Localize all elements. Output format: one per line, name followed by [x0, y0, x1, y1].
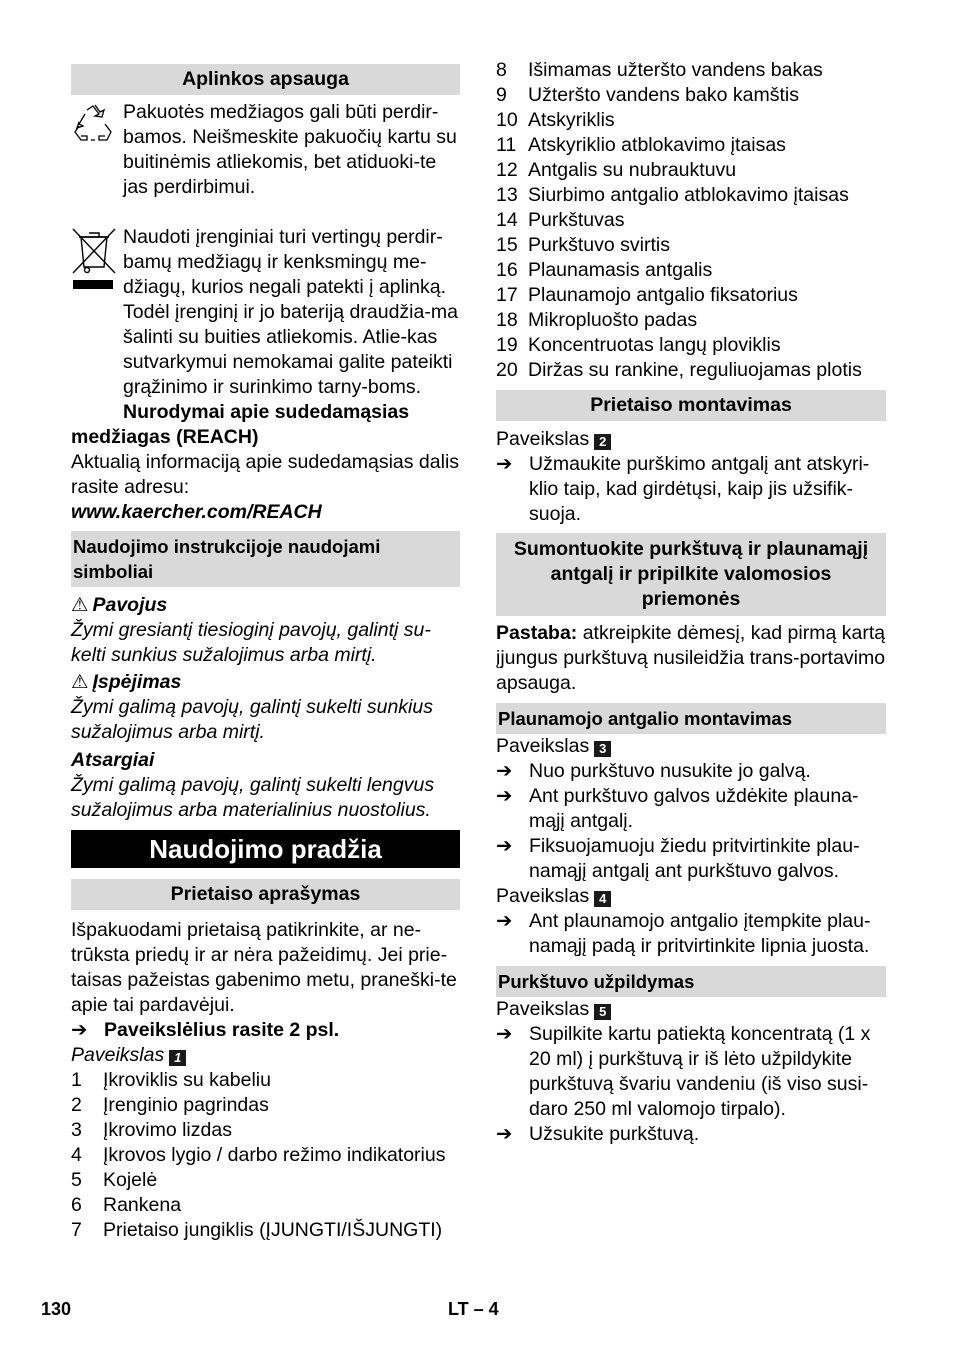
figure-number-badge: 2 — [594, 434, 611, 450]
symbols-heading: Naudojimo instrukcijoje naudojami simboliai — [71, 531, 460, 587]
warning-triangle-icon: ⚠ — [71, 671, 89, 693]
recycling-paragraph — [71, 100, 460, 200]
left-column — [71, 58, 460, 1243]
list-item: 20 Diržas su rankine, reguliuojamas plotis — [496, 359, 862, 381]
parts-list-right — [496, 58, 886, 383]
figure-ref: Paveikslas 5 — [496, 997, 886, 1022]
figure-number-badge: 4 — [594, 891, 611, 907]
disposal-text: Naudoti įrenginiai turi vertingų perdir-bamų medžiagų ir kenksmingų me-džiagų, kurios negali patekti į aplinką. Todėl įrenginį ir jo bateriją draudžia-ma šalinti su buities atliekomis. Atlie-kas sutvarkymui nemokamai galite pateikti grąžinimo ir surinkimo tarny-boms. — [123, 226, 458, 398]
arrow-right-icon: ➔ — [496, 1123, 513, 1145]
list-item: 3 Įkrovimo lizdas — [71, 1119, 232, 1141]
warning-text: Žymi galimą pavojų, galintį sukelti sunkius sužalojimus arba mirtį. — [71, 696, 433, 743]
list-item: 14 Purkštuvas — [496, 209, 625, 231]
recycle-icon — [71, 100, 123, 200]
figure-ref: Paveikslas 3 — [496, 734, 886, 759]
warning-triangle-icon: ⚠ — [71, 594, 89, 616]
mounting-heading: Prietaiso montavimas — [496, 390, 886, 421]
list-item: 4 Įkrovos lygio / darbo režimo indikatorius — [71, 1144, 446, 1166]
list-item: 11 Atskyriklio atblokavimo įtaisas — [496, 134, 786, 156]
list-item: 16 Plaunamasis antgalis — [496, 259, 713, 281]
danger-title: ⚠ Pavojus — [71, 594, 168, 616]
figure-number-badge: 5 — [594, 1004, 611, 1020]
list-item: 18 Mikropluošto padas — [496, 309, 698, 331]
reach-heading: Nurodymai apie sudedamąsias medžiagas (REACH) — [71, 401, 410, 448]
list-item: 17 Plaunamojo antgalio fiksatorius — [496, 284, 798, 306]
list-item: 8 Išimamas užteršto vandens bakas — [496, 59, 823, 81]
environment-heading: Aplinkos apsauga — [71, 64, 460, 95]
list-item: 7 Prietaiso jungiklis (ĮJUNGTI/IŠJUNGTI) — [71, 1219, 443, 1241]
nozzle-step: ➔ Ant plaunamojo antgalio įtempkite plau-namąjį padą ir pritvirtinkite lipnia juosta. — [496, 910, 871, 957]
list-item: 13 Siurbimo antgalio atblokavimo įtaisas — [496, 184, 849, 206]
arrow-right-icon: ➔ — [496, 910, 513, 932]
recycling-text: Pakuotės medžiagos gali būti perdir-bamos. Neišmeskite pakuočių kartu su buitinėmis atliekomis, bet atiduoki-te jas perdirbimui. — [123, 101, 457, 198]
caution-title: Atsargiai — [71, 749, 155, 771]
fill-heading: Purkštuvo užpildymas — [496, 966, 886, 997]
list-item: 1 Įkroviklis su kabeliu — [71, 1069, 271, 1091]
mounting-step: ➔ Užmaukite purškimo antgalį ant atskyri-klio taip, kad girdėtųsi, kaip jis užsifik-suoja. — [496, 453, 870, 525]
warning-title: ⚠ Įspėjimas — [71, 671, 182, 693]
list-item: 10 Atskyriklis — [496, 109, 615, 131]
disposal-paragraph — [71, 225, 460, 400]
nozzle-step: ➔ Fiksuojamuoju žiedu pritvirtinkite plau-namąjį antgalį ant purkštuvo galvos. — [496, 835, 860, 882]
arrow-right-icon: ➔ — [496, 785, 513, 807]
page-number: 130 — [41, 1299, 72, 1319]
arrow-right-icon: ➔ — [71, 1019, 88, 1041]
description-step: ➔ Paveikslėlius rasite 2 psl. — [71, 1019, 340, 1041]
figure-ref: Paveikslas 1 — [71, 1043, 460, 1068]
crossed-bin-icon — [71, 225, 123, 400]
start-heading: Naudojimo pradžia — [71, 830, 460, 868]
list-item: 2 Įrenginio pagrindas — [71, 1094, 269, 1116]
language-page-indicator: LT – 4 — [448, 1299, 499, 1319]
arrow-right-icon: ➔ — [496, 835, 513, 857]
note-paragraph: Pastaba: atkreipkite dėmesį, kad pirmą kartą įjungus purkštuvą nusileidžia trans-portavimo apsauga. — [496, 622, 886, 694]
caution-text: Žymi galimą pavojų, galintį sukelti lengvus sužalojimus arba materialinius nuostolius. — [71, 774, 435, 821]
fill-step: ➔ Supilkite kartu patiektą koncentratą (1 x 20 ml) į purkštuvą ir iš lėto užpildykite purkštuvą švariu vandeniu (iš viso susi-daro 250 ml valomojo tirpalo). — [496, 1023, 871, 1120]
figure-number-badge: 1 — [169, 1050, 186, 1066]
danger-text: Žymi gresiantį tiesioginį pavojų, galintį su-kelti sunkius sužalojimus arba mirtį. — [71, 619, 431, 666]
list-item: 19 Koncentruotas langų ploviklis — [496, 334, 781, 356]
fill-step: ➔ Užsukite purkštuvą. — [496, 1123, 700, 1145]
arrow-right-icon: ➔ — [496, 760, 513, 782]
reach-url: www.kaercher.com/REACH — [71, 501, 322, 523]
list-item: 15 Purkštuvo svirtis — [496, 234, 670, 256]
reach-text: Aktualią informaciją apie sudedamąsias dalis rasite adresu: — [71, 451, 460, 498]
figure-ref: Paveikslas 4 — [496, 884, 886, 909]
list-item: 5 Kojelė — [71, 1169, 158, 1191]
nozzle-step: ➔ Nuo purkštuvo nusukite jo galvą. — [496, 760, 811, 782]
figure-ref: Paveikslas 2 — [496, 427, 886, 452]
arrow-right-icon: ➔ — [496, 453, 513, 475]
description-text: Išpakuodami prietaisą patikrinkite, ar ne-trūksta priedų ir ar nėra pažeidimų. Jei prie-taisas pažeistas gabenimo metu, praneški-te apie tai pardavėjui. — [71, 919, 457, 1016]
figure-number-badge: 3 — [594, 741, 611, 757]
nozzle-step: ➔ Ant purkštuvo galvos uždėkite plauna-mąjį antgalį. — [496, 785, 859, 832]
list-item: 12 Antgalis su nubrauktuvu — [496, 159, 737, 181]
list-item: 9 Užteršto vandens bako kamštis — [496, 84, 799, 106]
description-heading: Prietaiso aprašymas — [71, 879, 460, 910]
right-column — [496, 58, 886, 1147]
assemble-heading: Sumontuokite purkštuvą ir plaunamąjį antgalį ir pripilkite valomosios priemonės — [496, 533, 886, 616]
arrow-right-icon: ➔ — [496, 1023, 513, 1045]
list-item: 6 Rankena — [71, 1194, 182, 1216]
parts-list-left — [71, 1068, 460, 1243]
nozzle-heading: Plaunamojo antgalio montavimas — [496, 703, 886, 734]
